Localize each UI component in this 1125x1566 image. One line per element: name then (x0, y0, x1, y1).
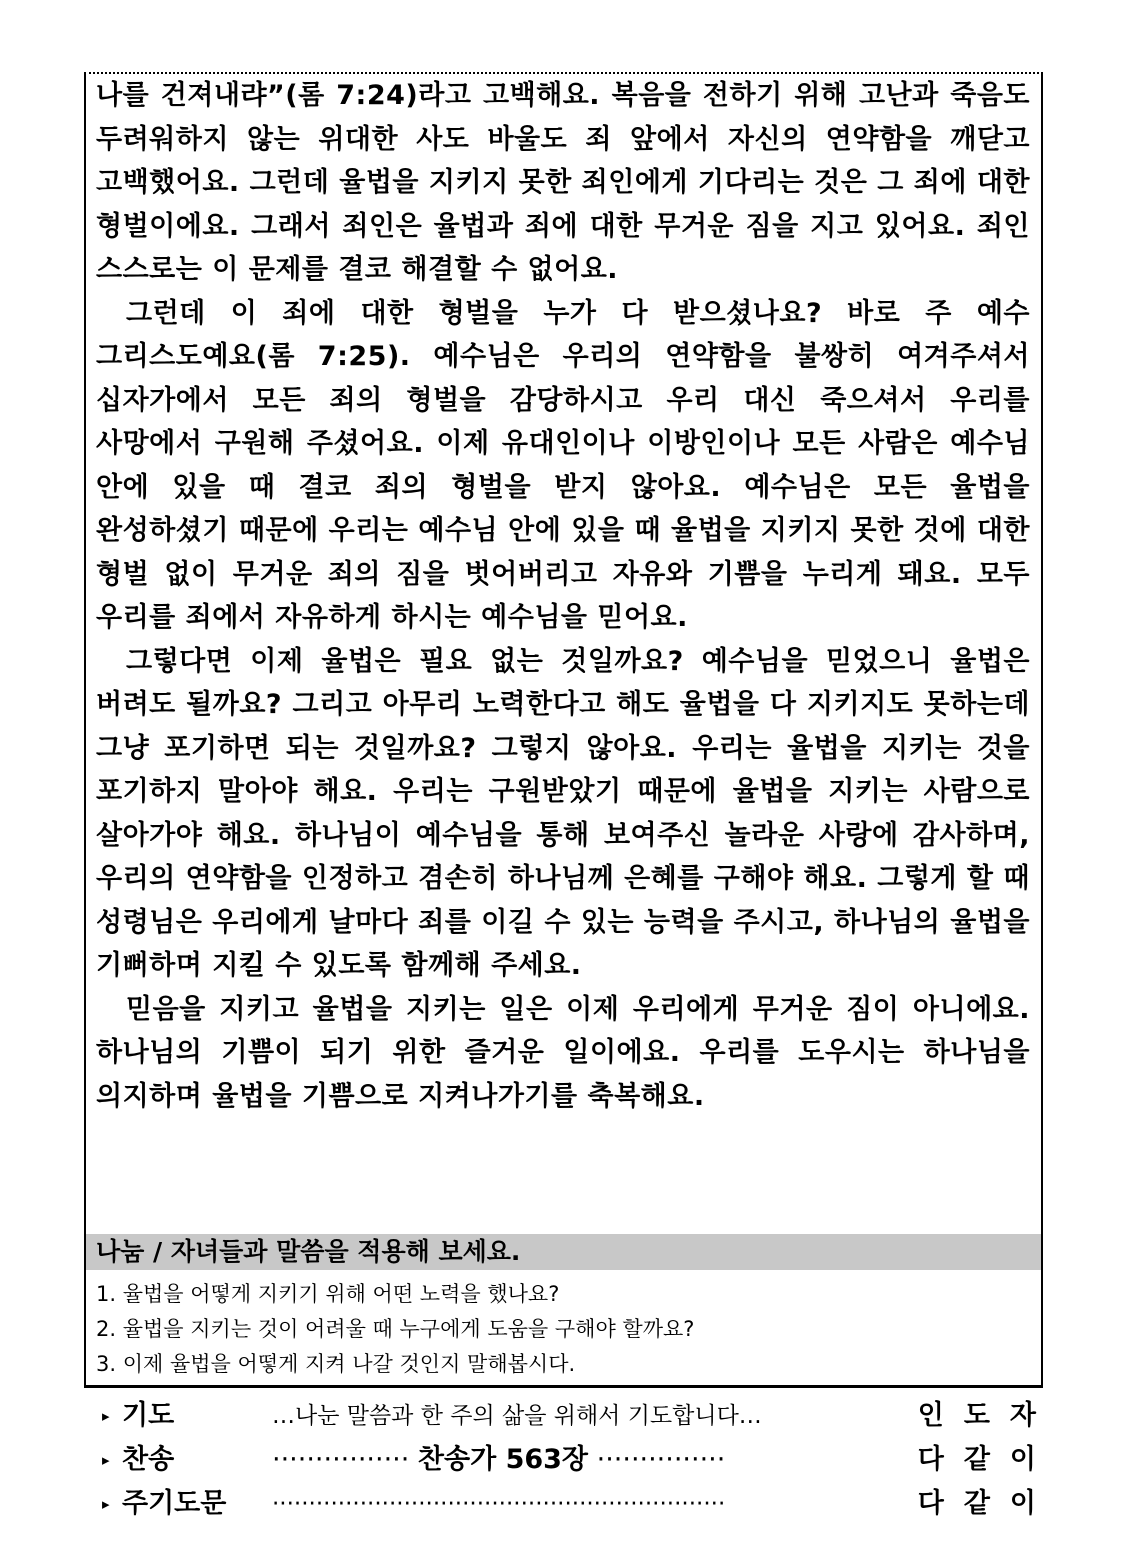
order-item-hymn (100, 1440, 1056, 1480)
sharing-question: 3. 이제 율법을 어떻게 지켜 나갈 것인지 말해봅시다. (96, 1352, 576, 1376)
order-item-detail (272, 1440, 725, 1480)
triangle-bullet-icon: ▸ (102, 1451, 110, 1469)
order-item-lords-prayer (100, 1484, 1056, 1524)
leader-dots: ··············· (596, 1444, 726, 1475)
sharing-question: 1. 율법을 어떻게 지키기 위해 어떤 노력을 했나요? (96, 1282, 560, 1306)
order-item-name: 기도 (122, 1400, 175, 1431)
sermon-paragraph: 믿음을 지키고 율법을 지키는 일은 이제 우리에게 무거운 짐이 아니에요. 하나님의 기쁨이 되기 위한 즐거운 일이에요. 우리를 도우시는 하나님을 의지하며 율법을 기쁨으로 지켜나가기를 축복해요. (96, 993, 1030, 1112)
sermon-paragraph: 그렇다면 이제 율법은 필요 없는 것일까요? 예수님을 믿었으니 율법은 버려도 될까요? 그리고 아무리 노력한다고 해도 율법을 다 지키지도 못하는데 그냥 포기하면 되는 것일까요? 그렇지 않아요. 우리는 율법을 지키는 것을 포기하지 말아야 해요. 우리는 구원받았기 때문에 율법을 지키는 사람으로 살아가야 해요. 하나님이 예수님을 통해 보여주신 놀라운 사랑에 감사하며, 우리의 연약함을 인정하고 겸손히 하나님께 은혜를 구해야 해요. 그렇게 할 때 성령님은 우리에게 날마다 죄를 이길 수 있는 능력을 주시고, 하나님의 율법을 기뻐하며 지킬 수 있도록 함께해 주세요. (96, 645, 1030, 981)
leader-dots: ················ (272, 1444, 410, 1475)
order-item-detail: ······························································ (272, 1491, 726, 1517)
order-item-name: 찬송 (122, 1444, 175, 1475)
triangle-bullet-icon: ▸ (102, 1407, 110, 1425)
sermon-paragraph: 그런데 이 죄에 대한 형벌을 누가 다 받으셨나요? 바로 주 예수 그리스도예요(롬 7:25). 예수님은 우리의 연약함을 불쌍히 여겨주셔서 십자가에서 모든 죄의 형벌을 감당하시고 우리 대신 죽으셔서 우리를 사망에서 구원해 주셨어요. 이제 유대인이나 이방인이나 모든 사람은 예수님 안에 있을 때 결코 죄의 형벌을 받지 않아요. 예수님은 모든 율법을 완성하셨기 때문에 우리는 예수님 안에 있을 때 율법을 지키지 못한 것에 대한 형벌 없이 무거운 죄의 짐을 벗어버리고 자유와 기쁨을 누리게 돼요. 모두 우리를 죄에서 자유하게 하시는 예수님을 믿어요. (96, 297, 1030, 633)
order-item-leader: 다같이 (917, 1488, 1056, 1519)
order-item-detail: …나눈 말씀과 한 주의 삶을 위해서 기도합니다… (272, 1403, 762, 1429)
order-item-prayer (100, 1396, 1056, 1436)
order-item-leader: 다같이 (917, 1444, 1056, 1475)
sermon-paragraph: 나를 건져내랴”(롬 7:24)라고 고백해요. 복음을 전하기 위해 고난과 죽음도 두려워하지 않는 위대한 사도 바울도 죄 앞에서 자신의 연약함을 깨닫고 고백했어요. 그런데 율법을 지키지 못한 죄인에게 기다리는 것은 그 죄에 대한 형벌이에요. 그래서 죄인은 율법과 죄에 대한 무거운 짐을 지고 있어요. 죄인 스스로는 이 문제를 결코 해결할 수 없어요. (96, 80, 1030, 285)
hymn-number: 찬송가 563장 (417, 1444, 589, 1475)
triangle-bullet-icon: ▸ (102, 1495, 110, 1513)
order-item-leader: 인도자 (917, 1400, 1056, 1431)
sharing-question: 2. 율법을 지키는 것이 어려울 때 누구에게 도움을 구해야 할까요? (96, 1317, 695, 1341)
sharing-title: 나눔 / 자녀들과 말씀을 적용해 보세요. (96, 1237, 521, 1266)
sermon-body (96, 74, 1030, 1118)
order-item-name: 주기도문 (122, 1488, 227, 1519)
